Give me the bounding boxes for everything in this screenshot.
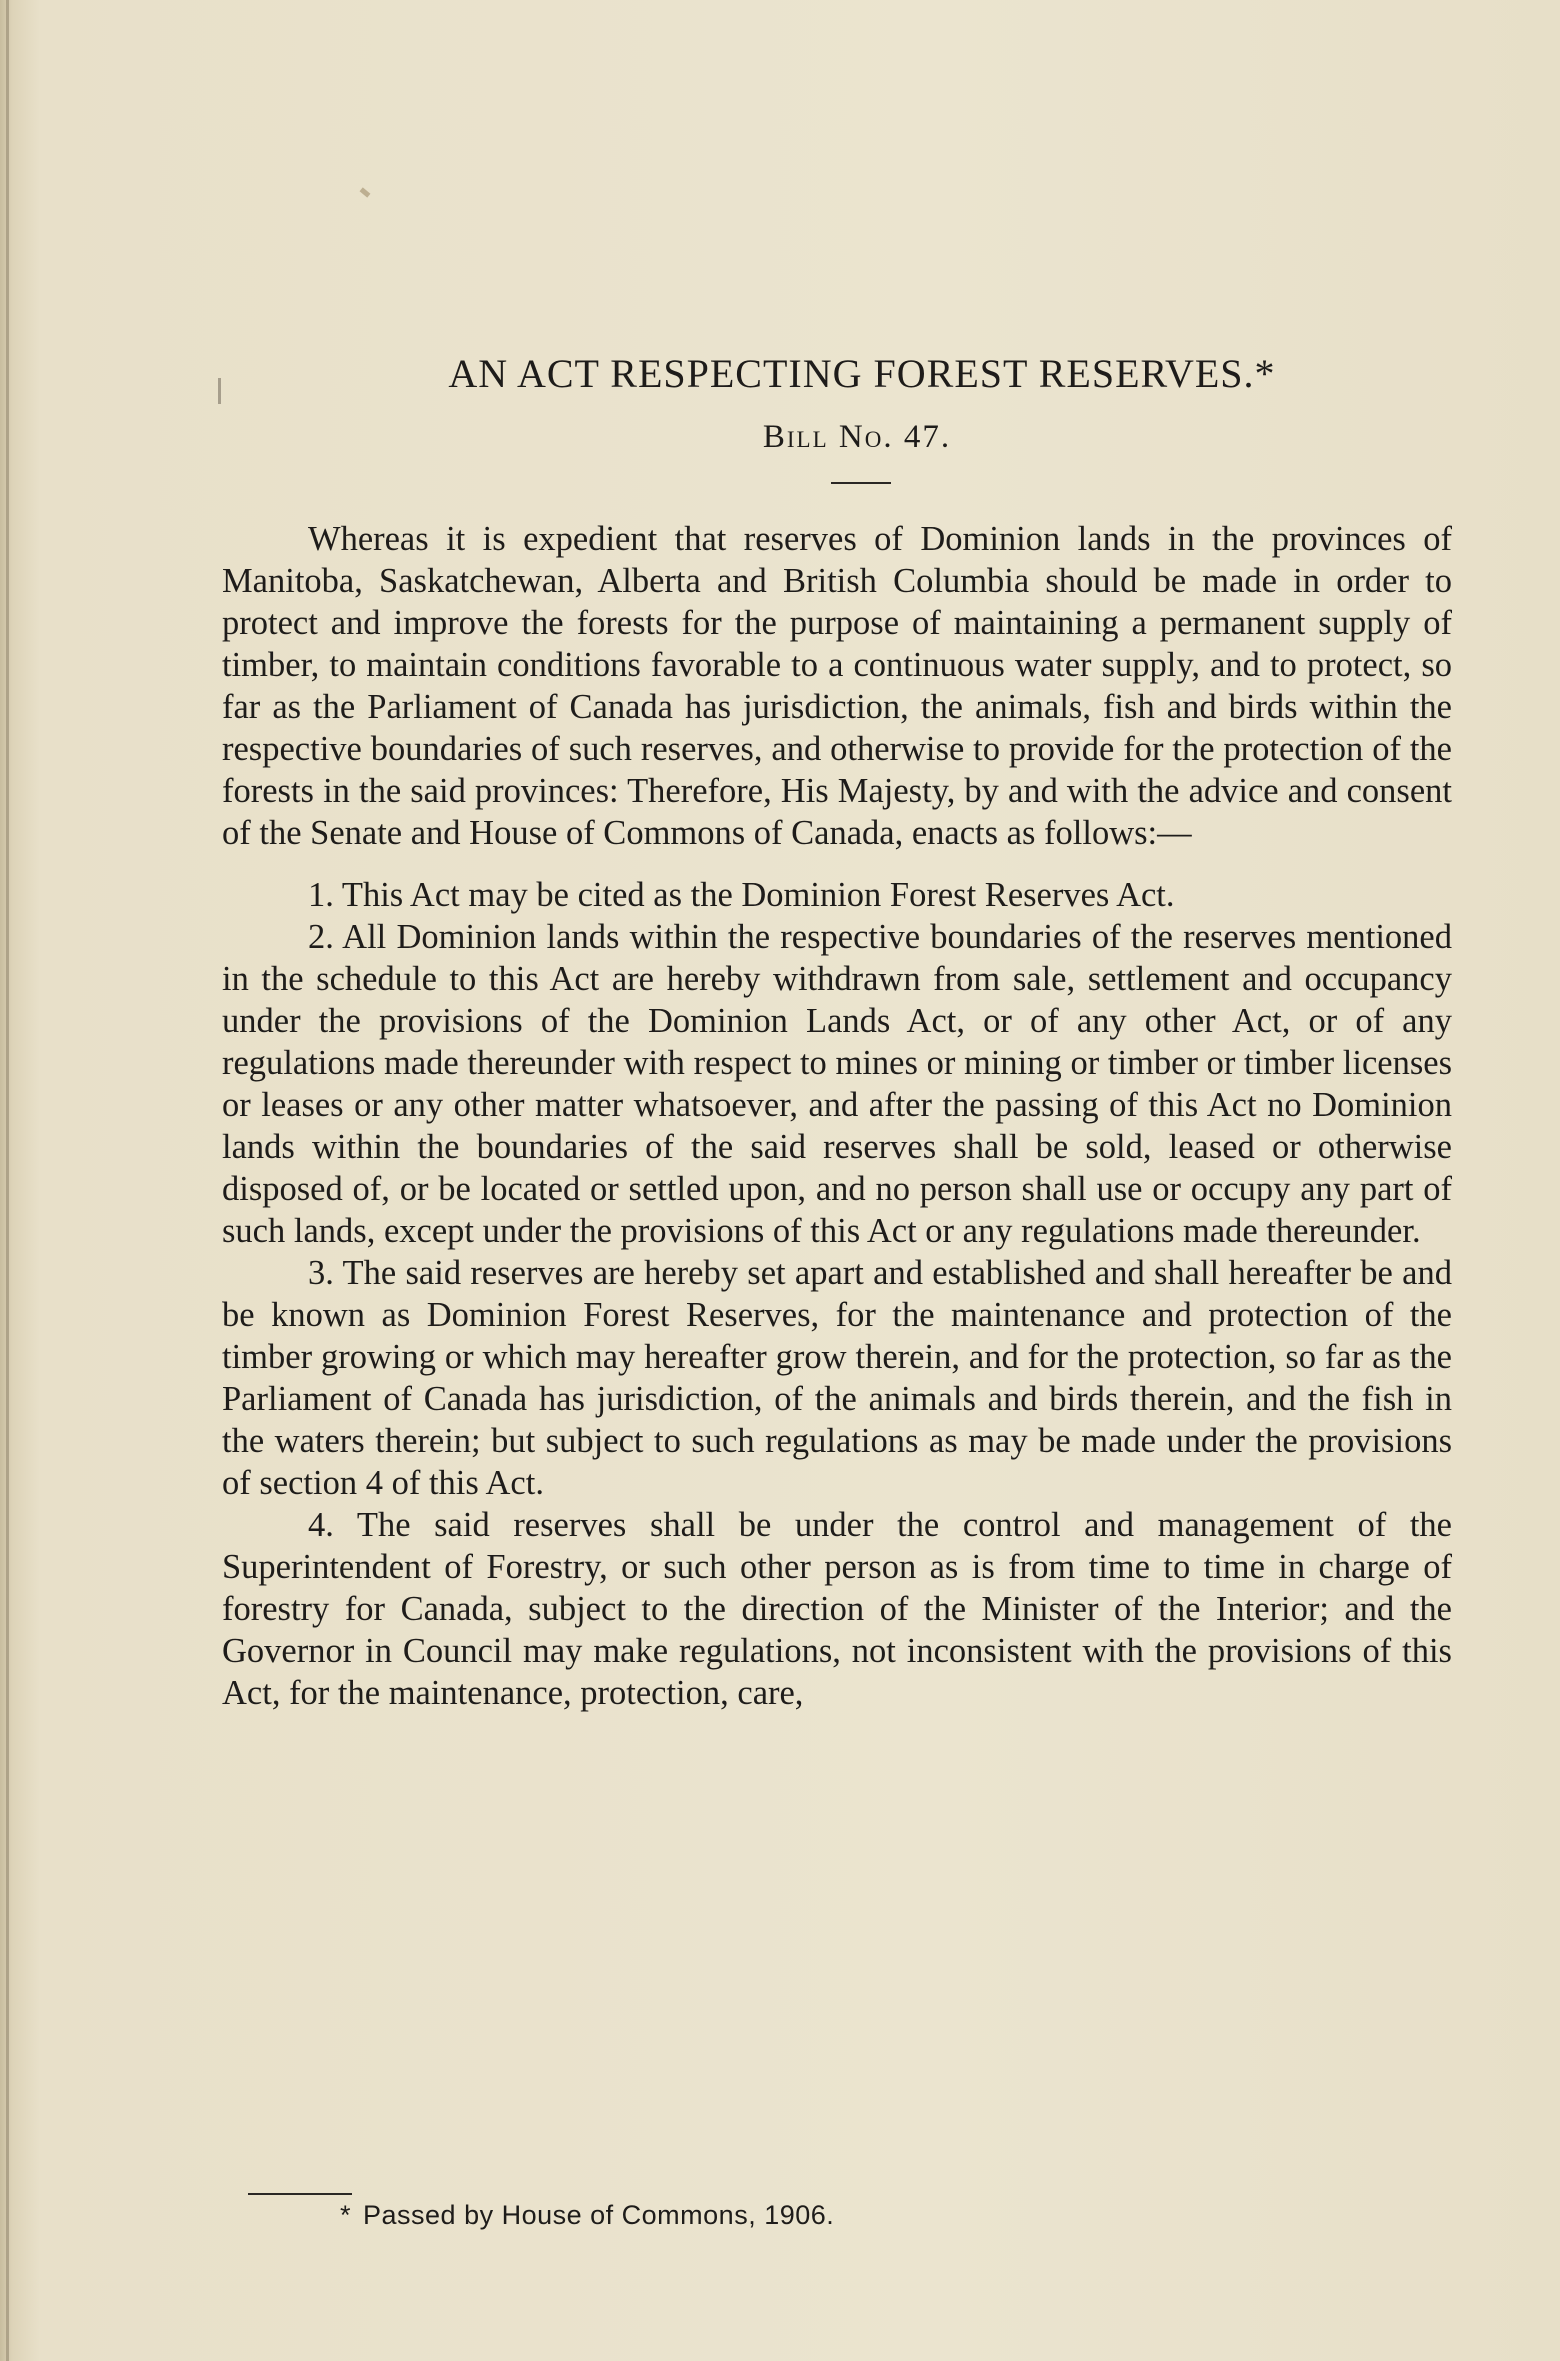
paper-mark — [360, 187, 371, 197]
document-body — [222, 350, 1452, 1714]
footnote-marker: * — [340, 2200, 352, 2230]
title-rule — [831, 482, 891, 484]
margin-mark — [218, 378, 221, 404]
footnote — [340, 2200, 834, 2231]
act-title: AN ACT RESPECTING FOREST RESERVES.* — [448, 351, 1276, 396]
footnote-rule — [248, 2193, 352, 2195]
book-gutter — [6, 0, 9, 2361]
section-4: 4. The said reserves shall be under the control and management of the Superintendent of Forestry, or such other person as is from time to time in charge of forestry for Canada, subject to the direction of the Minister of the Interior; and the Governor in Council may make regulations, not inconsistent with the provisions of this Act, for the maintenance, protection, care, — [222, 1506, 1452, 1712]
section-1: 1. This Act may be cited as the Dominion Forest Reserves Act. — [308, 876, 1175, 914]
footnote-text: Passed by House of Commons, 1906. — [363, 2200, 835, 2230]
section-2: 2. All Dominion lands within the respective boundaries of the reserves mentioned in the schedule to this Act are hereby withdrawn from sale, settlement and occupancy under the provisions of the Dominion Lands Act, or of any other Act, or of any regulations made thereunder with respect to mines or mining or timber or timber licenses or leases or any other matter whatsoever, and after the passing of this Act no Dominion lands within the boundaries of the said reserves shall be sold, leased or otherwise disposed of, or be located or settled upon, and no person shall use or occupy any part of such lands, except under the provisions of this Act or any regulations made thereunder. — [222, 918, 1452, 1250]
preamble: Whereas it is expedient that reserves of Dominion lands in the provinces of Manitoba, Saskatchewan, Alberta and British Columbia should be made in order to protect and improve the forests for the purpose of maintaining a permanent supply of timber, to maintain conditions favorable to a continuous water supply, and to protect, so far as the Parliament of Canada has jurisdiction, the animals, fish and birds within the respective boundaries of such reserves, and otherwise to provide for the protection of the forests in the said provinces: Therefore, His Majesty, by and with the advice and consent of the Senate and House of Commons of Canada, enacts as follows:— — [222, 520, 1452, 852]
section-3: 3. The said reserves are hereby set apart and established and shall hereafter be and be known as Dominion Forest Reserves, for the maintenance and protection of the timber growing or which may hereafter grow therein, and for the protection, so far as the Parliament of Canada has jurisdiction, of the animals and birds therein, and the fish in the waters therein; but subject to such regulations as may be made under the provisions of section 4 of this Act. — [222, 1254, 1452, 1502]
bill-number: Bill No. 47. — [762, 419, 952, 455]
